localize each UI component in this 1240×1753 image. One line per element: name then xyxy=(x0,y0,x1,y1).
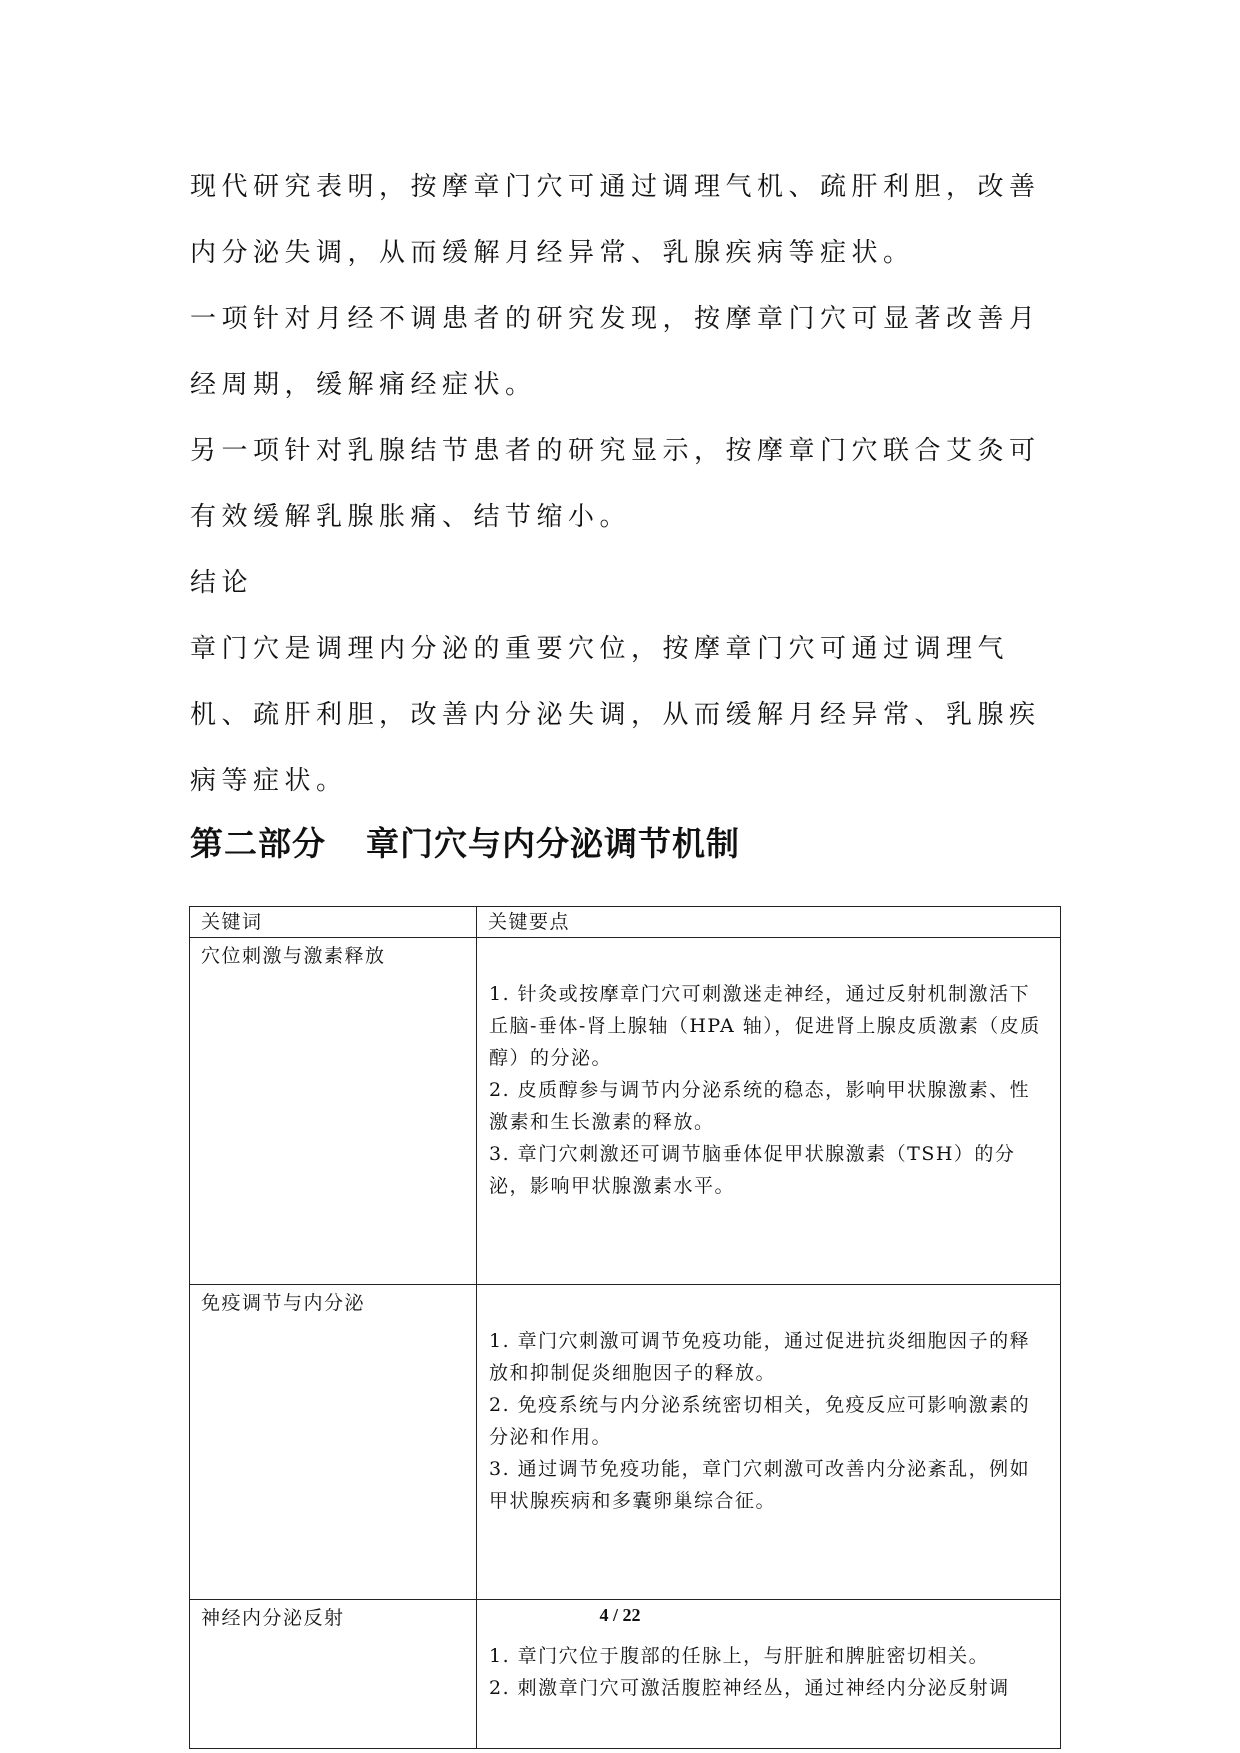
section-title: 章门穴与内分泌调节机制 xyxy=(366,824,740,863)
key-point: 2. 免疫系统与内分泌系统密切相关，免疫反应可影响激素的分泌和作用。 xyxy=(489,1394,1031,1448)
paragraph: 另一项针对乳腺结节患者的研究显示，按摩章门穴联合艾灸可有效缓解乳腺胀痛、结节缩小。 xyxy=(190,436,1041,532)
keyword-cell: 免疫调节与内分泌 xyxy=(190,1285,477,1600)
section-heading xyxy=(190,818,740,865)
header-keyword: 关键词 xyxy=(190,907,477,938)
paragraph: 现代研究表明，按摩章门穴可通过调理气机、疏肝利胆，改善内分泌失调，从而缓解月经异常、乳腺疾病等症状。 xyxy=(190,172,1041,268)
page-number: 4 / 22 xyxy=(599,1605,641,1625)
key-point: 3. 通过调节免疫功能，章门穴刺激可改善内分泌紊乱，例如甲状腺疾病和多囊卵巢综合征。 xyxy=(489,1458,1031,1512)
header-points: 关键要点 xyxy=(477,907,1061,938)
key-point: 2. 皮质醇参与调节内分泌系统的稳态，影响甲状腺激素、性激素和生长激素的释放。 xyxy=(489,1079,1031,1133)
key-point: 1. 章门穴位于腹部的任脉上，与肝脏和脾脏密切相关。 xyxy=(489,1645,990,1667)
table-header-row xyxy=(190,907,1061,938)
table-row xyxy=(190,1285,1061,1600)
table-row xyxy=(190,938,1061,1285)
key-point: 1. 章门穴刺激可调节免疫功能，通过促进抗炎细胞因子的释放和抑制促炎细胞因子的释放。 xyxy=(489,1330,1031,1384)
points-cell xyxy=(477,938,1061,1285)
key-point: 1. 针灸或按摩章门穴可刺激迷走神经，通过反射机制激活下丘脑-垂体-肾上腺轴（HPA 轴），促进肾上腺皮质激素（皮质醇）的分泌。 xyxy=(489,983,1041,1069)
keyword-cell: 神经内分泌反射 xyxy=(190,1600,477,1749)
paragraph: 章门穴是调理内分泌的重要穴位，按摩章门穴可通过调理气机、疏肝利胆，改善内分泌失调，从而缓解月经异常、乳腺疾病等症状。 xyxy=(190,634,1041,796)
section-number: 第二部分 xyxy=(190,824,326,863)
conclusion-label: 结论 xyxy=(190,568,254,598)
key-point: 3. 章门穴刺激还可调节脑垂体促甲状腺激素（TSH）的分泌，影响甲状腺激素水平。 xyxy=(489,1143,1016,1197)
body-text xyxy=(190,154,1060,814)
keyword-cell: 穴位刺激与激素释放 xyxy=(190,938,477,1285)
key-point: 2. 刺激章门穴可激活腹腔神经丛，通过神经内分泌反射调 xyxy=(489,1677,1010,1699)
paragraph: 一项针对月经不调患者的研究发现，按摩章门穴可显著改善月经周期，缓解痛经症状。 xyxy=(190,304,1041,400)
points-cell xyxy=(477,1285,1061,1600)
